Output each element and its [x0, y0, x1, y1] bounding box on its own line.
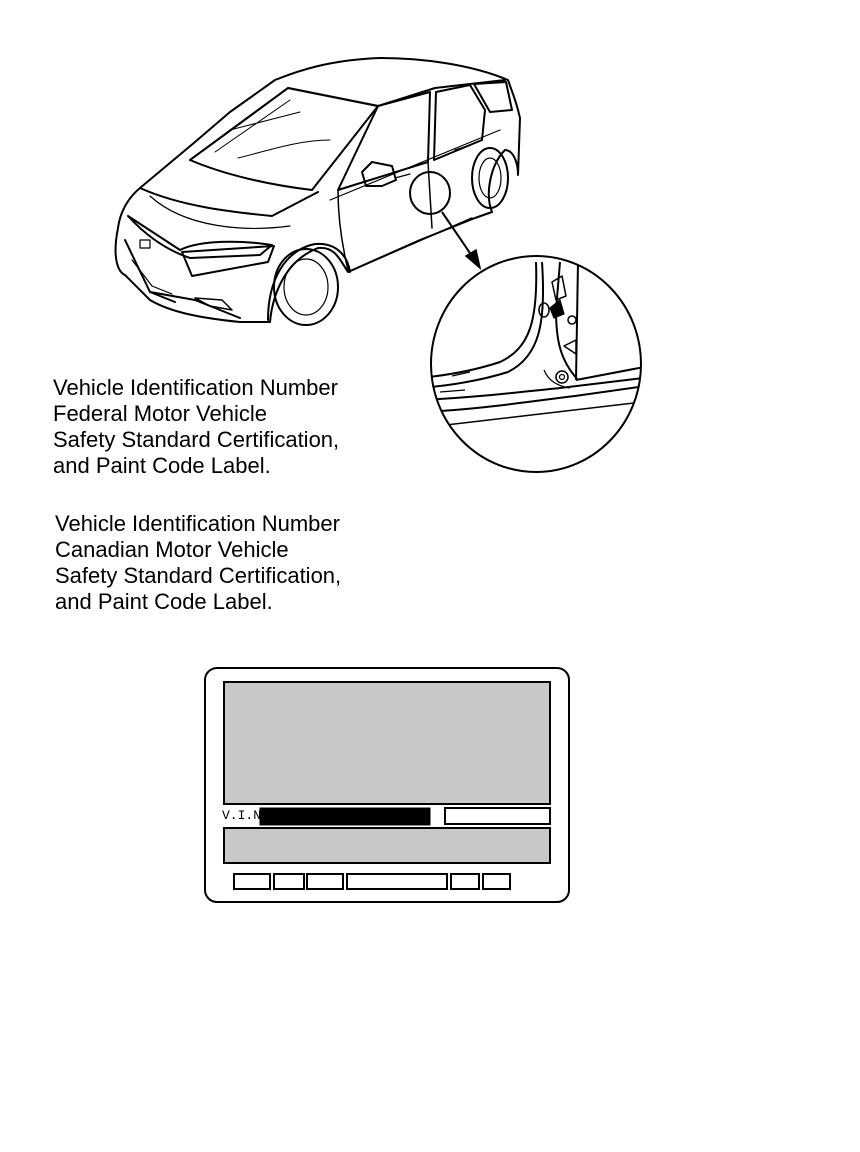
vin-barcode-bar	[260, 808, 430, 825]
side-sill	[348, 218, 472, 272]
car-illustration	[116, 58, 520, 325]
label-upper-field	[224, 682, 550, 804]
door-jamb-detail	[420, 256, 660, 472]
caption-line: and Paint Code Label.	[55, 589, 273, 614]
caption-line: and Paint Code Label.	[53, 453, 271, 478]
caption-line: Federal Motor Vehicle	[53, 401, 267, 426]
headlight	[182, 246, 274, 276]
caption-canadian-label	[55, 511, 341, 615]
hood-line	[140, 188, 318, 216]
code-box-5	[451, 874, 479, 889]
front-door-line	[338, 162, 432, 270]
code-box-3	[307, 874, 343, 889]
code-box-1	[234, 874, 270, 889]
windshield-detail	[215, 100, 330, 158]
code-box-4	[347, 874, 447, 889]
caption-line: Vehicle Identification Number	[53, 375, 338, 400]
front-side-window	[338, 92, 430, 190]
front-wheel-rim	[284, 259, 328, 315]
vin-prefix-text: V.I.N	[222, 808, 262, 823]
label-small-box	[445, 808, 550, 824]
hood-crease	[150, 196, 290, 228]
code-box-2	[274, 874, 304, 889]
label-code-boxes	[234, 874, 510, 889]
leader-arrow	[442, 212, 480, 268]
caption-line: Vehicle Identification Number	[55, 511, 340, 536]
caption-line: Safety Standard Certification,	[53, 427, 340, 452]
rear-quarter-window	[474, 82, 512, 112]
windshield	[190, 88, 378, 190]
caption-line: Safety Standard Certification,	[55, 563, 342, 588]
car-body-outline	[116, 58, 520, 322]
certification-label	[205, 668, 569, 902]
label-lower-field	[224, 828, 550, 863]
caption-federal-label	[53, 375, 339, 479]
honda-emblem	[140, 240, 150, 248]
caption-line: Canadian Motor Vehicle	[55, 537, 289, 562]
code-box-6	[483, 874, 510, 889]
